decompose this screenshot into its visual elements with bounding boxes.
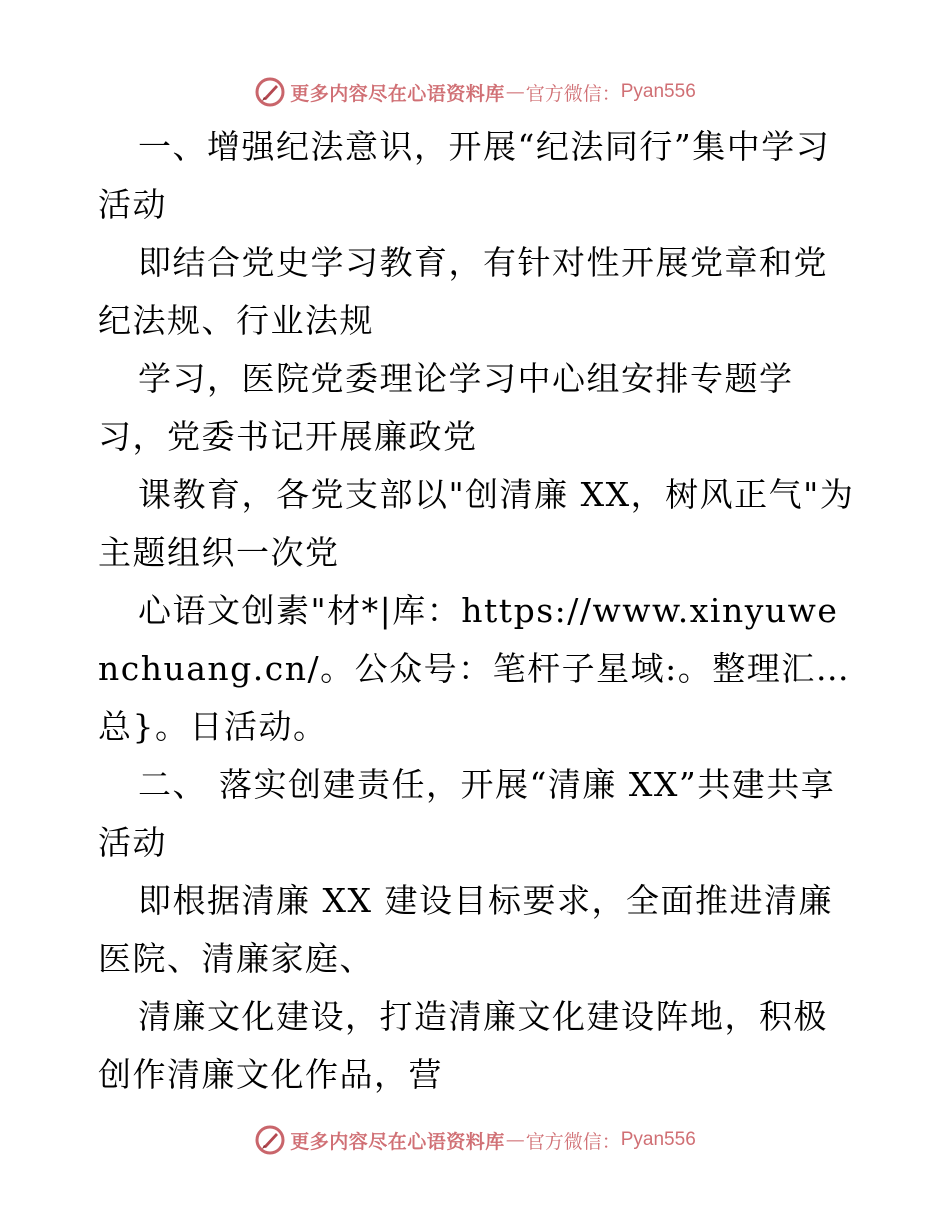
quill-logo-icon [254,1124,286,1156]
header-watermark [0,72,950,112]
header-official-label: 官方微信： [525,82,621,105]
footer-official-label: 官方微信： [525,1130,621,1153]
header-account: Pyan556 [620,81,696,102]
quill-logo-icon [254,76,286,108]
footer-watermark [0,1120,950,1160]
document-body [98,118,858,1104]
header-brand: 更多内容尽在心语资料库 [290,82,505,105]
footer-account: Pyan556 [620,1129,696,1150]
footer-brand: 更多内容尽在心语资料库 [290,1130,505,1153]
paragraph-with-link: 心语文创素"材*|库：https://www.xinyuwenchuang.cn/。公众号：笔杆子星域:。整理汇…总}。日活动。 [98,591,851,746]
paragraph: 课教育，各党支部以"创清廉 XX，树风正气"为主题组织一次党 [98,475,855,572]
footer-separator: — [505,1129,525,1151]
header-separator: — [505,81,525,103]
section-heading-1: 一、增强纪法意识，开展“纪法同行”集中学习活动 [98,127,831,224]
paragraph: 学习，医院党委理论学习中心组安排专题学习，党委书记开展廉政党 [98,359,794,456]
paragraph: 即结合党史学习教育，有针对性开展党章和党纪法规、行业法规 [98,243,828,340]
paragraph: 即根据清廉 XX 建设目标要求，全面推进清廉医院、清廉家庭、 [98,881,833,978]
section-heading-2: 二、 落实创建责任，开展“清廉 XX”共建共享活动 [98,765,836,862]
paragraph: 清廉文化建设，打造清廉文化建设阵地，积极创作清廉文化作品，营 [98,997,828,1094]
